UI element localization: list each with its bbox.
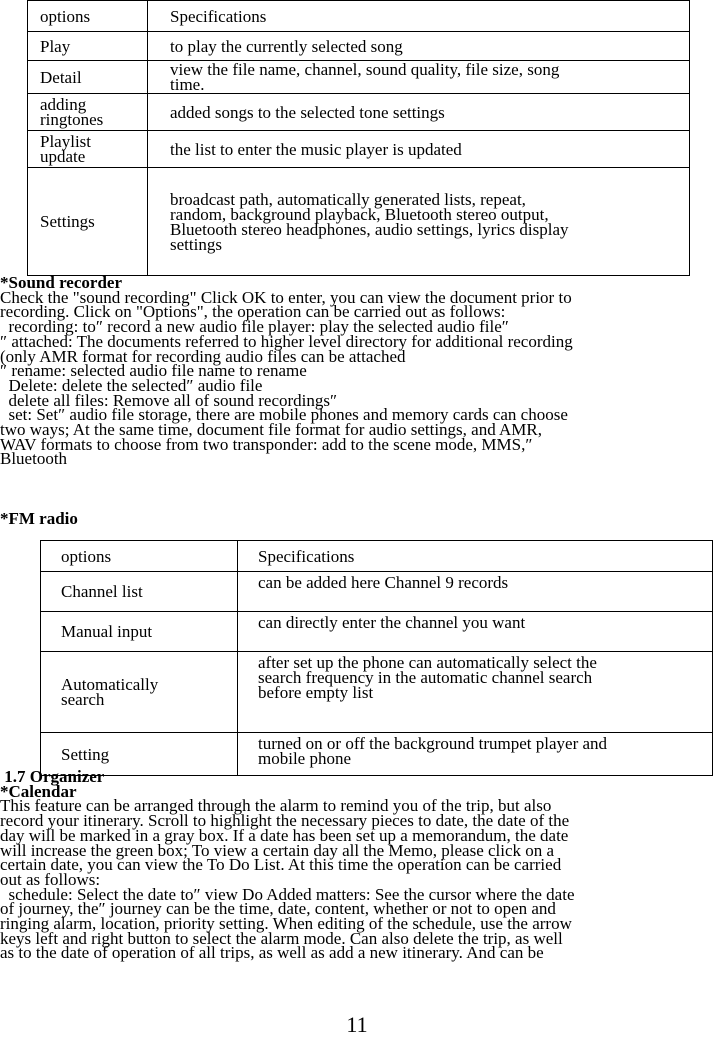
table-row: [41, 612, 713, 652]
text-line: (only AMR format for recording audio files can be attached: [0, 346, 406, 366]
text-line: ″ attached: The documents referred to higher level directory for additional recording: [0, 331, 573, 351]
text-line: keys left and right button to select the alarm mode. Can also delete the trip, as well: [0, 928, 563, 948]
cell-line: time.: [170, 75, 205, 94]
text-line: will increase the green box; To view a certain day all the Memo, please click on a: [0, 840, 555, 860]
specification-cell: [148, 32, 690, 61]
organizer-heading: 1.7 Organizer: [0, 767, 105, 786]
text-line: of journey, the″ journey can be the time, date, content, whether or not to open and: [0, 899, 556, 919]
table-header-row: [28, 1, 690, 32]
page-number: 11: [346, 1012, 368, 1037]
cell-line: search: [61, 690, 105, 709]
fm-options-table: [40, 540, 713, 776]
cell-line: search frequency in the automatic channel search: [258, 668, 593, 687]
calendar-section: [0, 767, 714, 963]
cell-line: Playlist: [40, 132, 92, 151]
specification-cell: [238, 652, 713, 733]
option-cell: [28, 32, 148, 61]
text-line: Check the "sound recording" Click OK to enter, you can view the document prior to: [0, 287, 572, 307]
option-cell: [28, 94, 148, 131]
text-line: two ways; At the same time, document file format for audio settings, and AMR,: [0, 420, 543, 440]
table-row: [28, 131, 690, 168]
table-row: [41, 652, 713, 733]
cell-line: Settings: [40, 212, 95, 231]
fm-radio-heading: *FM radio: [0, 509, 78, 528]
specification-cell: [238, 572, 713, 612]
music-options-table: [27, 0, 690, 276]
text-line: day will be marked in a gray box. If a date has been set up a memorandum, the date: [0, 825, 569, 845]
text-line: as to the date of operation of all trips, as well as add a new itinerary. And can be: [0, 943, 544, 963]
text-line: ringing alarm, location, priority setting. When editing of the schedule, use the arrow: [0, 914, 572, 934]
cell-line: Detail: [40, 67, 82, 87]
option-cell: [41, 572, 238, 612]
cell-line: can directly enter the channel you want: [258, 613, 526, 632]
cell-line: broadcast path, automatically generated lists, repeat,: [170, 189, 526, 209]
cell-line: ringtones: [40, 110, 104, 129]
text-line: Bluetooth: [0, 449, 68, 469]
option-cell: [41, 612, 238, 652]
calendar-heading: *Calendar: [0, 781, 77, 801]
text-line: certain date, you can view the To Do List. At this time the operation can be carried: [0, 855, 562, 875]
cell-line: adding: [40, 95, 87, 114]
header-options: options: [28, 1, 148, 32]
cell-line: Manual input: [61, 622, 153, 641]
table-row: [41, 572, 713, 612]
cell-line: Play: [40, 36, 71, 56]
specification-cell: [148, 61, 690, 94]
fm-radio-section: [0, 509, 714, 528]
cell-line: the list to enter the music player is updated: [170, 139, 462, 159]
sound-recorder-section: [0, 273, 714, 469]
text-line: delete all files: Remove all of sound recordings″: [0, 390, 338, 410]
cell-line: settings: [170, 234, 222, 254]
specification-cell: [238, 612, 713, 652]
header-specifications: Specifications: [148, 1, 690, 32]
cell-line: update: [40, 147, 86, 166]
option-cell: [28, 131, 148, 168]
specification-cell: [148, 168, 690, 276]
cell-line: Channel list: [61, 582, 143, 601]
text-line: ″ rename: selected audio file name to rename: [0, 361, 307, 381]
cell-line: turned on or off the background trumpet player and: [258, 734, 608, 753]
cell-line: before empty list: [258, 683, 374, 702]
cell-line: after set up the phone can automatically select the: [258, 653, 597, 672]
option-cell: [28, 168, 148, 276]
sound-recorder-heading: *Sound recorder: [0, 273, 122, 292]
text-line: recording. Click on "Options", the operation can be carried out as follows:: [0, 302, 506, 322]
text-line: recording: to″ record a new audio file player: play the selected audio file″: [0, 317, 509, 337]
table-row: [28, 32, 690, 61]
cell-line: Automatically: [61, 675, 159, 694]
option-cell: [41, 652, 238, 733]
text-line: record your itinerary. Scroll to highlight the necessary pieces to date, the date of the: [0, 811, 570, 831]
cell-line: added songs to the selected tone settings: [170, 102, 445, 122]
table-header-row: [41, 541, 713, 572]
cell-line: Bluetooth stereo headphones, audio settings, lyrics display: [170, 219, 569, 239]
cell-line: view the file name, channel, sound quality, file size, song: [170, 60, 560, 79]
table-row: [28, 168, 690, 276]
text-line: WAV formats to choose from two transponder: add to the scene mode, MMS,″: [0, 434, 533, 454]
text-line: out as follows:: [0, 869, 101, 889]
header-options: options: [41, 541, 238, 572]
cell-line: can be added here Channel 9 records: [258, 573, 509, 592]
text-line: Delete: delete the selected″ audio file: [0, 375, 263, 395]
option-cell: [28, 61, 148, 94]
text-line: schedule: Select the date to″ view Do Added matters: See the cursor where the date: [0, 884, 575, 904]
header-specifications: Specifications: [238, 541, 713, 572]
cell-line: mobile phone: [258, 749, 352, 768]
specification-cell: [148, 94, 690, 131]
text-line: This feature can be arranged through the alarm to remind you of the trip, but also: [0, 796, 552, 816]
table-row: [28, 94, 690, 131]
cell-line: random, background playback, Bluetooth stereo output,: [170, 204, 549, 224]
cell-line: Setting: [61, 744, 110, 764]
specification-cell: [148, 131, 690, 168]
table-row: [28, 61, 690, 94]
text-line: set: Set″ audio file storage, there are mobile phones and memory cards can choose: [0, 405, 568, 425]
cell-line: to play the currently selected song: [170, 36, 403, 56]
